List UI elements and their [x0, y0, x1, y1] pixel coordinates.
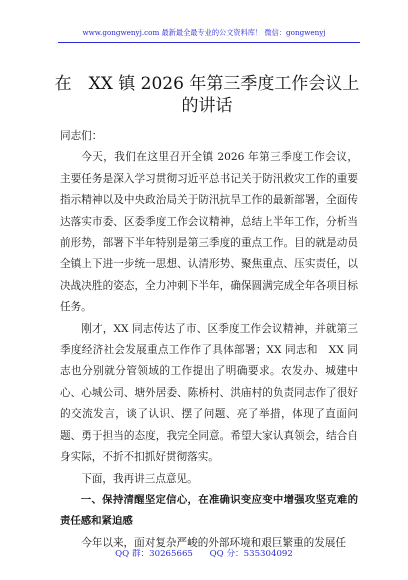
salutation: 同志们： — [60, 130, 103, 142]
document-body — [60, 126, 358, 554]
section-heading-1: 一、保持清醒坚定信心，在准确识变应变中增强攻坚克难的责任感和紧迫感 — [60, 493, 358, 528]
paragraph-recap: 刚才，XX 同志传达了市、区季度工作会议精神，并就第三季度经济社会发展重点工作作了具体部署；XX 同志和 XX 同志也分别就分管领域的工作提出了明确要求。农发办、城建中心、心城公司、塘外居委、陈桥村、洪庙村的负责同志作了很好的交流发言，谈了认识、摆了问题、亮了举措，体现了直面问题、勇于担当的态度，我完全同意。希望大家认真领会，结合自身实际，不折不扣抓好贯彻落实。 — [60, 322, 358, 464]
document-title: 在 XX 镇 2026 年第三季度工作会议上的讲话 — [54, 74, 360, 116]
qq-group: QQ 群：30265665 — [115, 549, 193, 559]
paragraph-intro: 今天，我们在这里召开全镇 2026 年第三季度工作会议，主要任务是深入学习贯彻习近平总书记关于防汛救灾工作的重要指示精神以及中央政治局关于防汛抗旱工作的最新部署，全面传达落实市委、区委季度工作会议精神，总结上半年工作，分析当前形势，部署下半年特别是第三季度的重点工作。目的就是动员全镇上下进一步统一思想、认清形势、聚焦重点、压实责任，以决战决胜的姿态，全力冲刺下半年，确保圆满完成全年各项目标任务。 — [60, 151, 358, 314]
paragraph-transition: 下面，我再讲三点意见。 — [81, 472, 198, 485]
footer-contact — [0, 547, 408, 559]
qq-number: QQ 分：535304092 — [209, 549, 293, 559]
site-header-banner: www.gongwenyj.com 最新最全最专业的公文资料库！ 微信：gongwenyj — [82, 28, 326, 37]
header-divider — [58, 42, 360, 43]
paragraph-section-1: 今年以来，面对复杂严峻的外部环境和艰巨繁重的发展任 — [81, 536, 347, 549]
